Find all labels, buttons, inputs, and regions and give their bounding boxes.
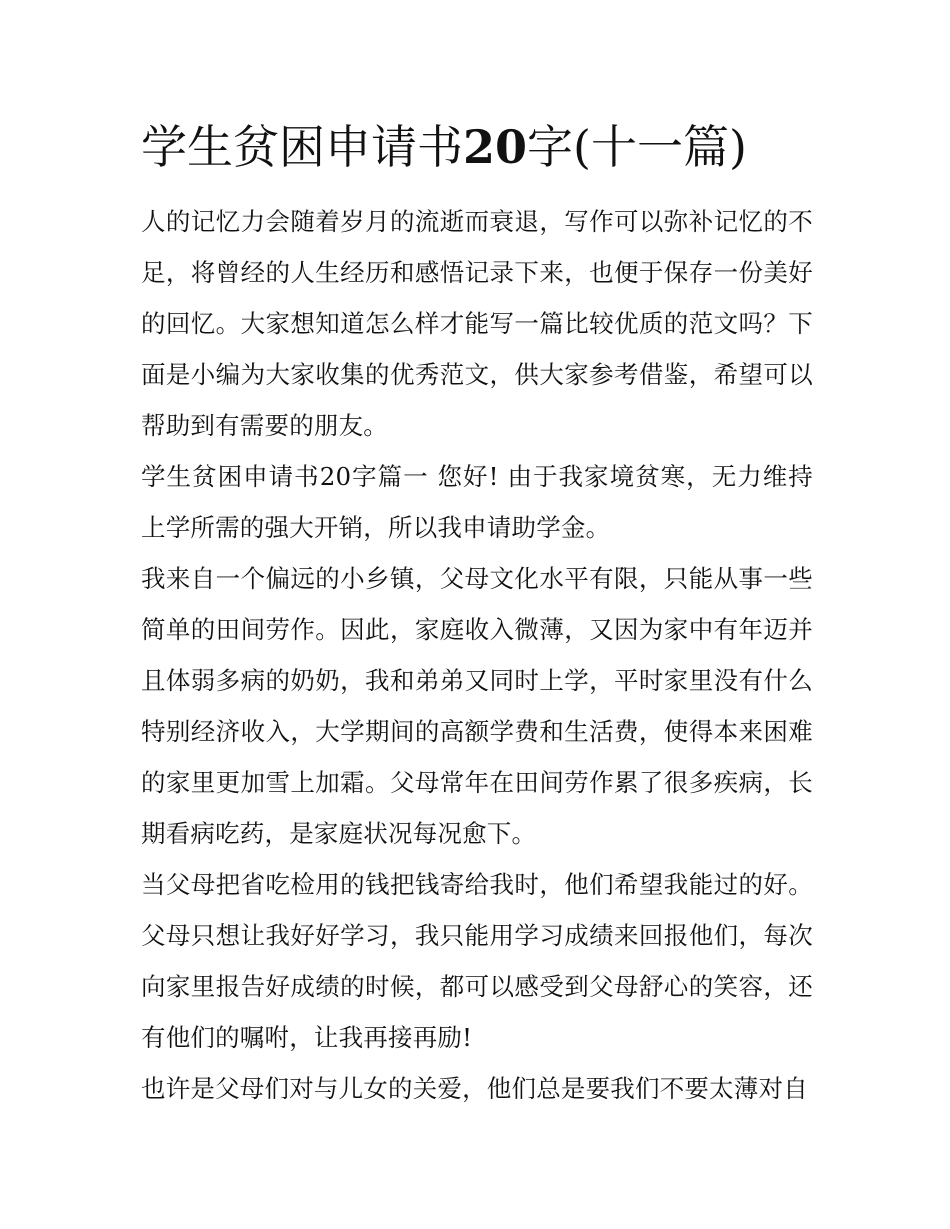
title-suffix: 字(十一篇): [527, 120, 747, 174]
title-number: 20: [463, 120, 528, 174]
paragraph-family-background: 我来自一个偏远的小乡镇，父母文化水平有限，只能从事一些简单的田间劳作。因此，家庭收入微薄，又因为家中有年迈并且体弱多病的奶奶，我和弟弟又同时上学，平时家里没有什么特别经济收入，大学期间的高额学费和生活费，使得本来困难的家里更加雪上加霜。父母常年在田间劳作累了很多疾病，长期看病吃药，是家庭状况每况愈下。: [141, 564, 813, 848]
title-prefix: 学生贫困申请书: [141, 120, 463, 174]
paragraph-parents-care: 也许是父母们对与儿女的关爱，他们总是要我们不要太薄对自: [141, 1074, 808, 1103]
paragraph-parents-hope: 当父母把省吃检用的钱把钱寄给我时，他们希望我能过的好。父母只想让我好好学习，我只能用学习成绩来回报他们，每次向家里报告好成绩的时候，都可以感受到父母舒心的笑容，还有他们的嘱咐，让我再接再励!: [141, 870, 813, 1052]
paragraph-intro: 人的记忆力会随着岁月的流逝而衰退，写作可以弥补记忆的不足，将曾经的人生经历和感悟记录下来，也便于保存一份美好的回忆。大家想知道怎么样才能写一篇比较优质的范文吗？下面是小编为大家收集的优秀范文，供大家参考借鉴，希望可以帮助到有需要的朋友。: [141, 207, 813, 440]
paragraph-opening: 学生贫困申请书20字篇一 您好! 由于我家境贫寒，无力维持上学所需的强大开销，所以我申请助学金。: [141, 462, 813, 542]
page-title: [141, 112, 813, 182]
document-content: [141, 112, 813, 1114]
